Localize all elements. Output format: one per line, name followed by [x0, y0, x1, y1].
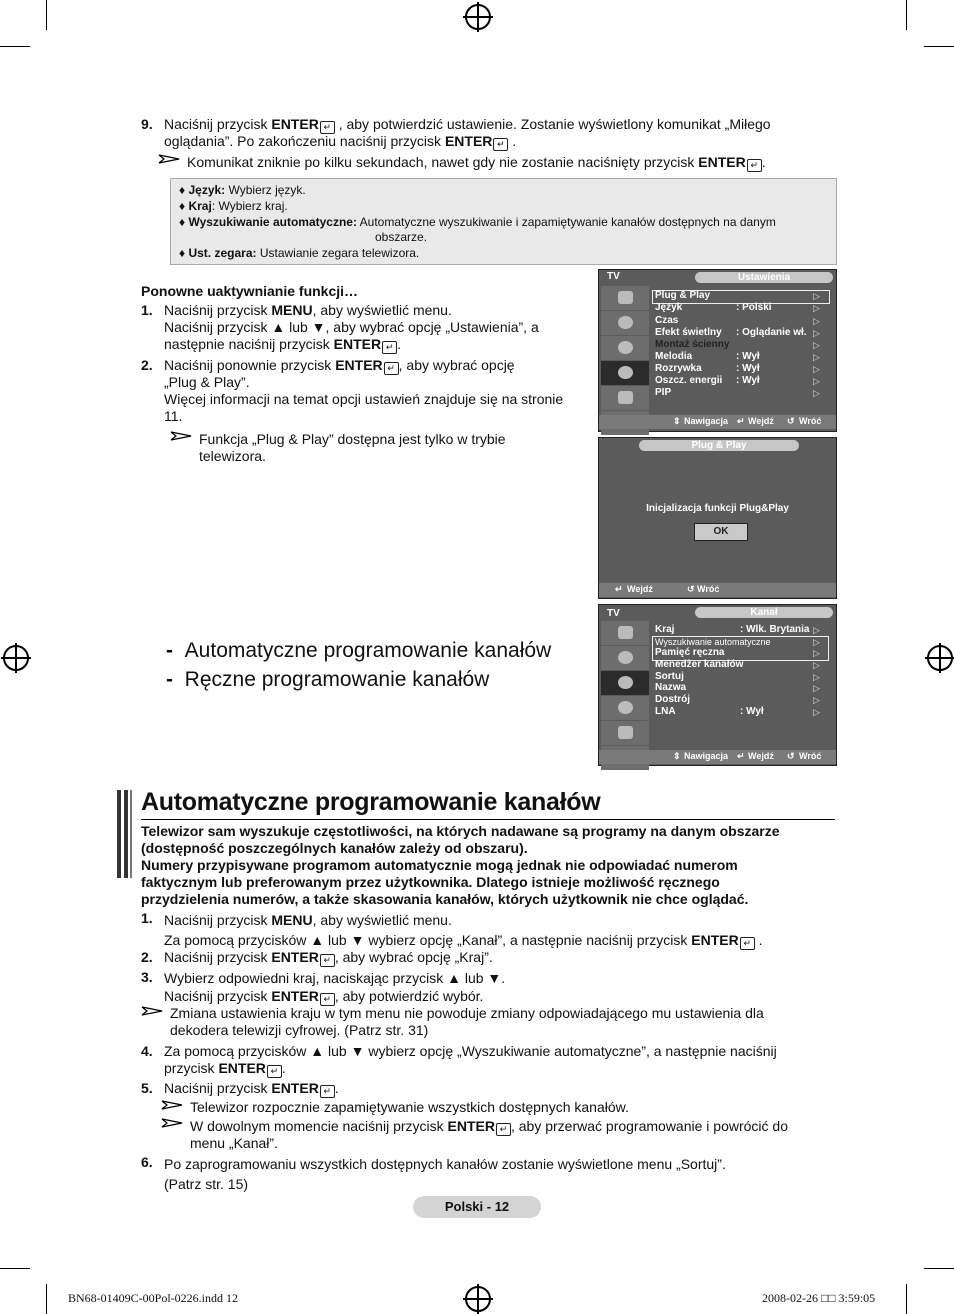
osd-item-value: : Wył — [736, 351, 760, 362]
text: Naciśnij ponownie przycisk — [164, 357, 336, 373]
osd-foot-back: Wróć — [799, 416, 822, 426]
step-text — [164, 116, 844, 150]
step-number: 1. — [141, 910, 153, 926]
crop-mark — [0, 46, 30, 47]
step-number: 2. — [141, 357, 153, 373]
enter-icon: ↵ — [737, 751, 745, 761]
osd-item-auto-store[interactable]: Wyszukiwanie automatyczne — [655, 637, 771, 647]
menu-label: MENU — [271, 302, 313, 318]
info-box — [170, 178, 837, 265]
text: , aby wyświetlić menu. — [312, 302, 452, 318]
chevron-right-icon: ▷ — [813, 376, 820, 386]
info-row: ♦ Ust. zegara: Ustawianie zegara telewizora. — [179, 246, 420, 260]
text: „Plug & Play”. — [164, 374, 250, 390]
text: , aby przerwać programowanie i powrócić do — [510, 1118, 788, 1134]
text: Za pomocą przycisków ▲ lub ▼ wybierz opcję „Kanał”, a następnie naciśnij przycisk — [164, 932, 692, 948]
note-text — [170, 1005, 850, 1039]
step-number: 5. — [141, 1080, 153, 1096]
info-row: ♦ Język: Wybierz język. — [179, 183, 306, 197]
text: , aby potwierdzić wybór. — [334, 988, 484, 1004]
osd-item-name[interactable]: Nazwa — [655, 682, 687, 693]
info-row — [375, 230, 427, 244]
enter-label: ENTER — [335, 357, 383, 373]
note-text: Telewizor rozpocznie zapamiętywanie wszystkich dostępnych kanałów. — [190, 1099, 629, 1115]
chevron-right-icon: ▷ — [813, 388, 820, 398]
enter-icon: ↵ — [320, 121, 335, 134]
osd-footer — [599, 750, 836, 764]
osd-settings-menu — [598, 269, 837, 432]
section-rule — [141, 819, 835, 820]
intro-line: przydzielenia numerów, a także skasowania kanałów, których użytkownik nie chce oglądać. — [141, 891, 749, 907]
text: . — [508, 133, 517, 149]
osd-tv-tag: TV — [607, 271, 620, 282]
osd-message: Inicjalizacja funkcji Plug&Play — [646, 503, 789, 514]
step-number: 6. — [141, 1154, 153, 1170]
osd-foot-nav: Nawigacja — [684, 751, 729, 761]
osd-foot-nav: Nawigacja — [684, 416, 729, 426]
osd-input-icon[interactable] — [601, 721, 649, 745]
info-text: Automatyczne wyszukiwanie i zapamiętywanie kanałów dostępnych na danym — [356, 215, 776, 229]
info-label: Wyszukiwanie automatyczne: — [188, 215, 357, 229]
chevron-right-icon: ▷ — [813, 291, 820, 301]
note-text — [190, 1118, 840, 1152]
info-text: Ustawianie zegara telewizora. — [256, 246, 420, 260]
intro-line: (dostępność poszczególnych kanałów zależy od obszaru). — [141, 840, 528, 856]
osd-item-value: : Polski — [736, 302, 772, 313]
step-text — [164, 949, 844, 966]
osd-item-energy-saving[interactable]: Oszcz. energii — [655, 375, 723, 386]
note-arrow-icon — [141, 1006, 163, 1016]
osd-item-sort[interactable]: Sortuj — [655, 671, 684, 682]
osd-picture-icon[interactable] — [601, 621, 649, 645]
crop-mark — [0, 1268, 30, 1269]
enter-label: ENTER — [271, 949, 319, 965]
osd-item-value: : Wył — [740, 706, 764, 717]
osd-item-time[interactable]: Czas — [655, 315, 679, 326]
osd-footer — [599, 583, 836, 597]
text: następnie naciśnij przycisk — [164, 336, 334, 352]
osd-item-melody[interactable]: Melodia — [655, 351, 693, 362]
section-bar — [130, 790, 132, 878]
crop-mark — [924, 1268, 954, 1269]
info-row: ♦ Wyszukiwanie automatyczne: Automatyczne wyszukiwanie i zapamiętywanie kanałów dostępnych na danym — [179, 215, 776, 229]
osd-title: Plug & Play — [639, 440, 799, 451]
osd-footer — [599, 415, 836, 429]
osd-foot-enter: Wejdź — [748, 416, 774, 426]
crop-mark — [906, 1284, 907, 1314]
osd-foot-enter: Wejdź — [748, 751, 774, 761]
chevron-right-icon: ▷ — [813, 328, 820, 338]
enter-icon: ↵ — [320, 993, 335, 1006]
osd-picture-icon[interactable] — [601, 286, 649, 310]
footer-filename: BN68-01409C-00Pol-0226.indd 12 — [68, 1291, 239, 1305]
osd-item-value: : Oglądanie wł. — [736, 327, 807, 338]
info-text: : Wybierz kraj. — [211, 199, 288, 213]
chevron-right-icon: ▷ — [813, 707, 820, 717]
text: Komunikat zniknie po kilku sekundach, nawet gdy nie zostanie naciśnięty przycisk — [187, 154, 699, 170]
crop-mark — [46, 0, 47, 30]
text: Naciśnij przycisk — [164, 1080, 272, 1096]
step-number: 1. — [141, 302, 153, 318]
note-arrow-icon — [161, 1100, 183, 1110]
enter-icon: ↵ — [615, 584, 623, 594]
osd-setup-icon[interactable] — [601, 361, 649, 385]
text: Wybierz odpowiedni kraj, naciskając przycisk ▲ lub ▼. — [164, 970, 506, 986]
intro-line: Telewizor sam wyszukuje częstotliwości, na których nadawane są programy na danym obszarze — [141, 823, 780, 839]
enter-icon: ↵ — [320, 954, 335, 967]
osd-item-fine-tune[interactable]: Dostrój — [655, 694, 690, 705]
topic-text: Automatyczne programowanie kanałów — [184, 639, 552, 662]
enter-icon: ↵ — [320, 1085, 335, 1098]
topic-item: - Ręczne programowanie kanałów — [166, 668, 490, 691]
note-text — [187, 154, 847, 171]
page-number-badge: Polski - 12 — [413, 1196, 541, 1218]
note-text — [199, 431, 579, 465]
step-number: 3. — [141, 969, 153, 985]
osd-item-wall-mount[interactable]: Montaż ścienny — [655, 339, 730, 350]
step-text — [164, 1043, 844, 1077]
chevron-right-icon: ▷ — [813, 352, 820, 362]
text: . — [754, 932, 763, 948]
osd-header — [599, 270, 836, 284]
text: 11. — [164, 408, 183, 424]
enter-icon: ↵ — [382, 341, 397, 354]
text: . — [281, 1060, 286, 1076]
osd-item-channel-manager[interactable]: Menedżer kanałów — [655, 659, 744, 670]
topic-text: Ręczne programowanie kanałów — [184, 668, 490, 691]
step-number: 4. — [141, 1043, 153, 1059]
enter-icon: ↵ — [740, 937, 755, 950]
chevron-right-icon: ▷ — [813, 695, 820, 705]
text: , aby wybrać opcję „Kraj”. — [334, 949, 493, 965]
enter-icon: ↵ — [737, 416, 745, 426]
step-text — [164, 302, 594, 353]
osd-input-icon[interactable] — [601, 386, 649, 410]
text: Po zaprogramowaniu wszystkich dostępnych kanałów zostanie wyświetlone menu „Sortuj”. — [164, 1156, 726, 1172]
osd-title: Ustawienia — [695, 272, 833, 283]
section-intro — [141, 823, 841, 908]
osd-header — [599, 605, 836, 619]
enter-icon: ↵ — [493, 138, 508, 151]
osd-item-plug-and-play[interactable]: Plug & Play — [655, 290, 711, 301]
osd-foot-enter: Wejdź — [627, 584, 653, 594]
enter-label: ENTER — [444, 133, 493, 149]
text: Funkcja „Plug & Play” dostępna jest tylko w trybie — [199, 431, 506, 447]
intro-line: faktycznym lub preferowanym przez użytkownika. Dlatego istnieje możliwość ręcznego — [141, 874, 720, 890]
step-text — [164, 910, 844, 950]
osd-item-lna[interactable]: LNA — [655, 706, 676, 717]
osd-foot-back: Wróć — [697, 584, 720, 594]
step-text — [164, 357, 594, 425]
topic-list — [166, 636, 551, 694]
chevron-right-icon: ▷ — [813, 672, 820, 682]
chevron-right-icon: ▷ — [813, 648, 820, 658]
chevron-right-icon: ▷ — [813, 316, 820, 326]
enter-label: ENTER — [271, 1080, 319, 1096]
enter-icon: ↵ — [747, 159, 762, 172]
ok-button[interactable]: OK — [694, 523, 748, 541]
osd-sound-icon[interactable] — [601, 311, 649, 335]
text: (Patrz str. 15) — [164, 1176, 249, 1192]
crop-mark — [46, 1284, 47, 1314]
osd-channel-icon[interactable] — [601, 671, 649, 695]
osd-item-value: : Wył — [736, 363, 760, 374]
step-text — [164, 1080, 844, 1097]
chevron-right-icon: ▷ — [813, 683, 820, 693]
text: Naciśnij przycisk — [164, 949, 272, 965]
text: Naciśnij przycisk — [164, 116, 272, 132]
step-number: 9. — [141, 116, 153, 132]
osd-channel-menu — [598, 604, 837, 766]
crop-mark — [924, 46, 954, 47]
step-text — [164, 969, 844, 1005]
subheading: Ponowne uaktywnianie funkcji… — [141, 283, 359, 299]
chevron-right-icon: ▷ — [813, 364, 820, 374]
info-text: obszarze. — [375, 230, 428, 244]
chevron-right-icon: ▷ — [813, 340, 820, 350]
enter-icon: ↵ — [267, 1065, 282, 1078]
osd-item-country[interactable]: Kraj — [655, 624, 675, 635]
text: menu „Kanał”. — [190, 1135, 278, 1151]
chevron-right-icon: ▷ — [813, 637, 820, 647]
text: . — [761, 154, 766, 170]
text: . — [334, 1080, 339, 1096]
osd-item-entertainment[interactable]: Rozrywka — [655, 363, 702, 374]
return-icon: ↺ — [787, 751, 795, 761]
return-icon: ↺ — [687, 584, 695, 594]
info-label: Język: — [188, 183, 226, 197]
text: dekodera telewizji cyfrowej. (Patrz str. 31) — [170, 1022, 429, 1038]
osd-item-language[interactable]: Język — [655, 302, 683, 313]
enter-label: ENTER — [691, 932, 739, 948]
note-arrow-icon — [170, 431, 192, 441]
info-row: ♦ Kraj: Wybierz kraj. — [179, 199, 288, 213]
topic-item: - Automatyczne programowanie kanałów — [166, 639, 552, 662]
osd-setup-icon[interactable] — [601, 696, 649, 720]
osd-channel-icon[interactable] — [601, 336, 649, 360]
return-icon: ↺ — [787, 416, 795, 426]
section-bar — [117, 790, 121, 878]
updown-icon: ⇕ — [673, 751, 681, 761]
chevron-right-icon: ▷ — [813, 660, 820, 670]
note-arrow-icon — [158, 154, 180, 164]
step-number: 2. — [141, 949, 153, 965]
footer-timestamp: 2008-02-26 □□ 3:59:05 — [762, 1291, 876, 1305]
osd-title: Kanał — [695, 607, 833, 618]
text: Naciśnij przycisk — [164, 988, 272, 1004]
text: Zmiana ustawienia kraju w tym menu nie powoduje zmiany odpowiadającego mu ustawienia dla — [170, 1005, 764, 1021]
section-title: Automatyczne programowanie kanałów — [141, 788, 601, 816]
text: , aby wybrać opcję — [398, 357, 515, 373]
text: Za pomocą przycisków ▲ lub ▼ wybierz opcję „Wyszukiwanie automatyczne”, a następnie naciśnij — [164, 1043, 777, 1059]
text: Naciśnij przycisk — [164, 302, 272, 318]
section-bar — [124, 790, 128, 878]
text: W dowolnym momencie naciśnij przycisk — [190, 1118, 448, 1134]
osd-sound-icon[interactable] — [601, 646, 649, 670]
enter-label: ENTER — [333, 336, 382, 352]
osd-item-manual-store[interactable]: Pamięć ręczna — [655, 647, 725, 658]
osd-tv-tag: TV — [607, 608, 620, 619]
osd-plug-and-play — [598, 437, 837, 599]
osd-item-value: : Wył — [736, 375, 760, 386]
registration-mark-icon — [3, 645, 29, 671]
intro-line: Numery przypisywane programom automatycznie mogą jednak nie odpowiadać numerom — [141, 857, 738, 873]
enter-label: ENTER — [271, 116, 319, 132]
enter-label: ENTER — [218, 1060, 266, 1076]
info-text: Wybierz język. — [225, 183, 306, 197]
registration-mark-icon — [465, 1286, 491, 1312]
text: Naciśnij przycisk ▲ lub ▼, aby wybrać opcję „Ustawienia”, a — [164, 319, 539, 335]
osd-header — [599, 438, 836, 452]
text: przycisk — [164, 1060, 219, 1076]
text: Naciśnij przycisk — [164, 912, 272, 928]
registration-mark-icon — [927, 645, 953, 671]
text: , aby wyświetlić menu. — [312, 912, 452, 928]
crop-mark — [906, 0, 907, 30]
osd-item-pip[interactable]: PIP — [655, 387, 672, 398]
step-text — [164, 1154, 844, 1194]
enter-label: ENTER — [698, 154, 746, 170]
enter-icon: ↵ — [384, 362, 399, 375]
enter-label: ENTER — [447, 1118, 495, 1134]
note-arrow-icon — [161, 1118, 183, 1128]
text: oglądania”. Po zakończeniu naciśnij przycisk — [164, 133, 445, 149]
enter-icon: ↵ — [496, 1123, 511, 1136]
enter-label: ENTER — [271, 988, 319, 1004]
info-label: Ust. zegara: — [188, 246, 257, 260]
registration-mark-icon — [465, 4, 491, 30]
menu-label: MENU — [271, 912, 313, 928]
text: . — [397, 336, 401, 352]
text: Więcej informacji na temat opcji ustawień znajduje się na stronie — [164, 391, 564, 407]
osd-item-light-effect[interactable]: Efekt świetlny — [655, 327, 722, 338]
chevron-right-icon: ▷ — [813, 303, 820, 313]
osd-item-value: : Wlk. Brytania — [740, 624, 810, 635]
chevron-right-icon: ▷ — [813, 625, 820, 635]
updown-icon: ⇕ — [673, 416, 681, 426]
text: , aby potwierdzić ustawienie. Zostanie wyświetlony komunikat „Miłego — [334, 116, 771, 132]
info-label: Kraj — [188, 199, 212, 213]
text: telewizora. — [199, 448, 266, 464]
osd-foot-back: Wróć — [799, 751, 822, 761]
